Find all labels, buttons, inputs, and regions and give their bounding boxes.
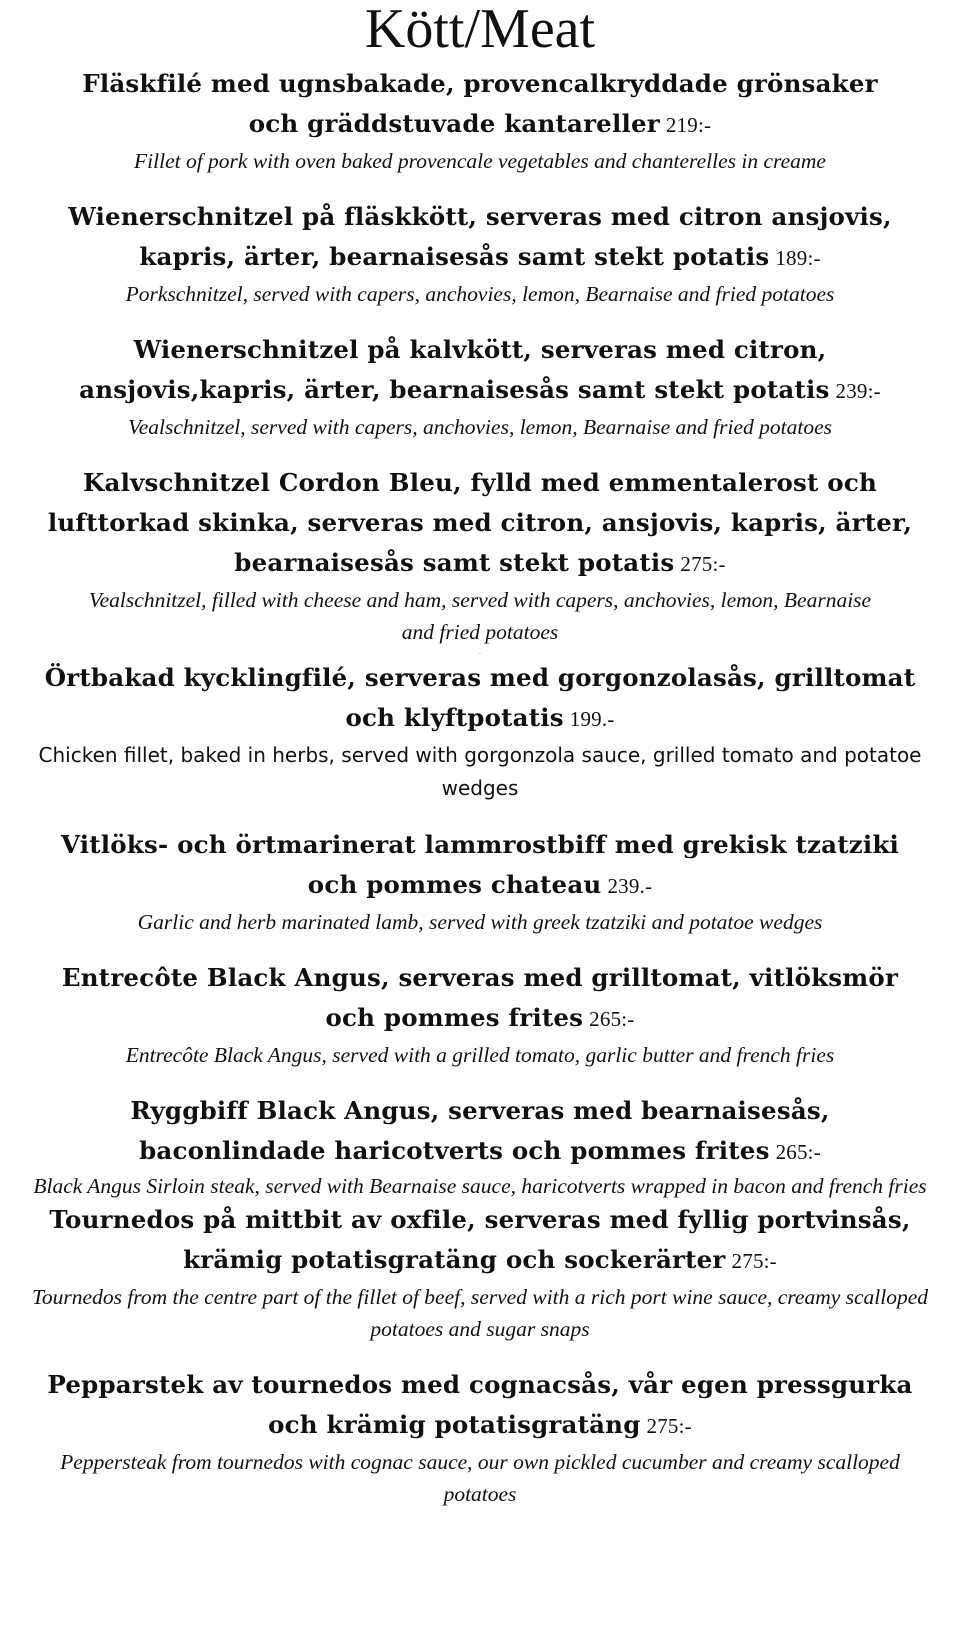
dish-english-description: Vealschnitzel, filled with cheese and ham, served with capers, anchovies, lemon, Bearnaise and fried potatoes — [88, 588, 872, 644]
dish-price: 275:- — [731, 1249, 777, 1273]
menu-item — [4, 1200, 956, 1345]
dish-price: 239.- — [607, 874, 653, 898]
dish-english-description: Garlic and herb marinated lamb, served with greek tzatziki and potatoe wedges — [137, 910, 823, 934]
dish-english-description: Chicken fillet, baked in herbs, served with gorgonzola sauce, grilled tomato and potatoe wedges — [38, 743, 922, 800]
menu-item — [4, 197, 956, 310]
dish-swedish-name: Entrecôte Black Angus, serveras med grilltomat, vitlöksmör och pommes frites 265:- — [61, 963, 899, 1032]
dish-price: 275:- — [680, 552, 726, 576]
dish-swedish-name: Tournedos på mittbit av oxfile, serveras med fyllig portvinsås, krämig potatisgratäng och sockerärter 275:- — [49, 1205, 911, 1274]
dish-english-description: Vealschnitzel, served with capers, anchovies, lemon, Bearnaise and fried potatoes — [128, 415, 832, 439]
dish-english-description: Porkschnitzel, served with capers, anchovies, lemon, Bearnaise and fried potatoes — [125, 282, 835, 306]
dish-swedish-name: Wienerschnitzel på fläskkött, serveras med citron ansjovis, kapris, ärter, bearnaisesås samt stekt potatis 189:- — [68, 202, 892, 271]
dish-swedish-name: Vitlöks- och örtmarinerat lammrostbiff med grekisk tzatziki och pommes chateau 239.- — [60, 830, 900, 899]
page-title: Kött/Meat — [364, 0, 596, 60]
dish-price: 199.- — [569, 707, 615, 731]
dish-english-description: Fillet of pork with oven baked provencale vegetables and chanterelles in creame — [134, 149, 826, 173]
dish-english-description: Peppersteak from tournedos with cognac sauce, our own pickled cucumber and creamy scalloped potatoes — [60, 1450, 900, 1506]
dish-swedish-name: Fläskfilé med ugnsbakade, provencalkryddade grönsaker och gräddstuvade kantareller 219:- — [82, 69, 878, 138]
dish-english-description: Tournedos from the centre part of the fillet of beef, served with a rich port wine sauce, creamy scalloped potatoes and sugar snaps — [31, 1285, 929, 1341]
dish-swedish-name: Wienerschnitzel på kalvkött, serveras med citron, ansjovis,kapris, ärter, bearnaisesås samt stekt potatis 239:- — [79, 335, 881, 404]
menu-item — [4, 1365, 956, 1510]
menu-item — [4, 825, 956, 938]
dish-price: 189:- — [775, 246, 821, 270]
separator-dot: . — [479, 649, 481, 656]
dish-price: 275:- — [646, 1414, 692, 1438]
menu-item — [4, 463, 956, 658]
dish-price: 265:- — [589, 1007, 635, 1031]
dish-swedish-name: Pepparstek av tournedos med cognacsås, vår egen pressgurka och krämig potatisgratäng 275:- — [47, 1370, 913, 1439]
dish-swedish-name: Ryggbiff Black Angus, serveras med bearnaisesås, baconlindade haricotverts och pommes frites 265:- — [130, 1096, 830, 1165]
menu-item — [4, 958, 956, 1071]
dish-english-description: Entrecôte Black Angus, served with a grilled tomato, garlic butter and french fries — [125, 1043, 835, 1067]
dish-price: 219:- — [665, 113, 712, 137]
dish-price: 239:- — [835, 379, 881, 403]
dish-swedish-name: Örtbakad kycklingfilé, serveras med gorgonzolasås, grilltomat och klyftpotatis 199.- — [44, 663, 916, 732]
menu-item — [4, 1091, 956, 1200]
menu-item — [4, 658, 956, 805]
menu-item — [4, 330, 956, 443]
dish-price: 265:- — [775, 1140, 821, 1164]
menu-item — [4, 64, 956, 177]
dish-swedish-name: Kalvschnitzel Cordon Bleu, fylld med emmentalerost och lufttorkad skinka, serveras med citron, ansjovis, kapris, ärter, bearnaisesås samt stekt potatis 275:- — [47, 468, 913, 577]
dish-english-description: Black Angus Sirloin steak, served with Bearnaise sauce, haricotverts wrapped in bacon and french fries — [33, 1174, 927, 1198]
